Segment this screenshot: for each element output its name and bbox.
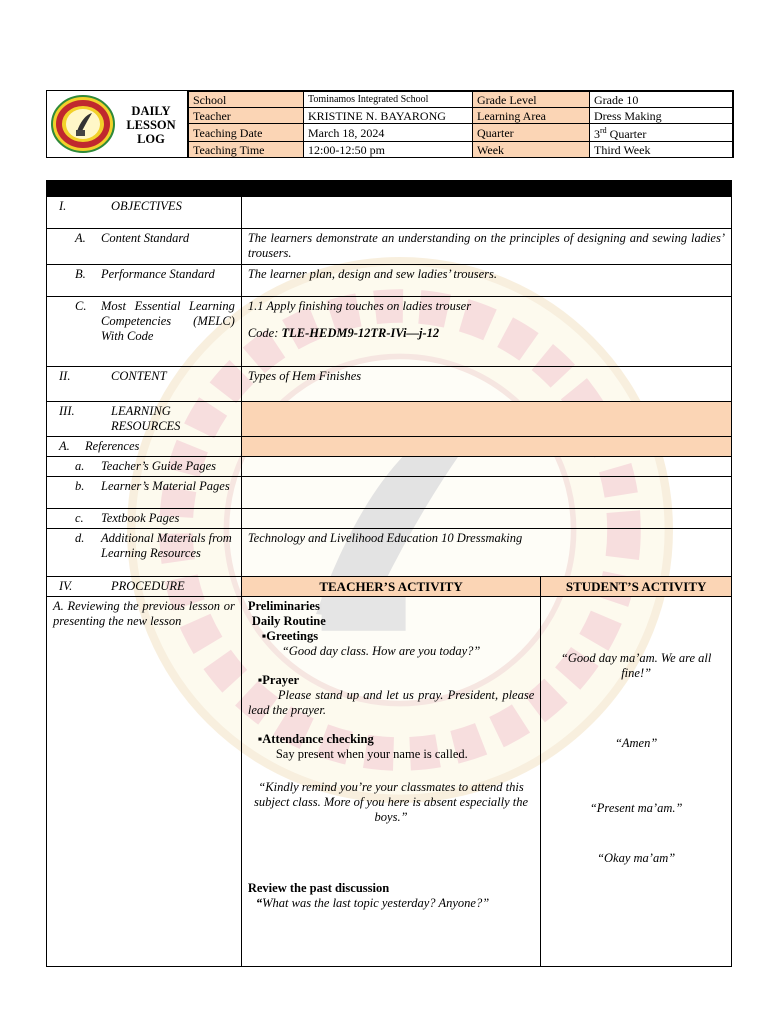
content-heading (47, 367, 242, 402)
attendance-heading (248, 732, 534, 747)
lesson-table (46, 196, 732, 967)
header-row-teacher (189, 108, 733, 124)
learning-resources-num: III. (59, 404, 75, 418)
prayer-label: Prayer (262, 673, 300, 687)
review-open-quote: “ (255, 896, 263, 910)
procedure-num: IV. (59, 579, 73, 593)
greetings-teacher-line: “Good day class. How are you today?” (281, 644, 481, 658)
objectives-label: OBJECTIVES (111, 199, 182, 213)
melc-code: TLE-HEDM9-12TR-IVi—j-12 (281, 326, 440, 340)
student-activity-header: STUDENT’S ACTIVITY (541, 577, 732, 597)
additional-materials-wrap (53, 531, 235, 561)
performance-standard-label (47, 265, 242, 297)
references-row (47, 437, 732, 457)
grade-level-value: Grade 10 (590, 92, 733, 108)
week-value: Third Week (590, 142, 733, 158)
student-activity-cell (541, 597, 732, 967)
objectives-value (241, 197, 731, 229)
objectives-num: I. (59, 199, 67, 213)
melc-code-label: Code: (247, 326, 282, 340)
teacher-activity-header: TEACHER’S ACTIVITY (241, 577, 540, 597)
melc-code-line (248, 326, 725, 341)
daily-lesson-log-title (115, 104, 187, 146)
additional-materials-text: Additional Materials from Learning Resources (101, 531, 232, 560)
attendance-bullet-icon: ▪ (257, 732, 263, 746)
prayer-student-line: “Amen” (614, 736, 658, 750)
learners-material-wrap (53, 479, 235, 494)
learning-area-label: Learning Area (473, 108, 590, 124)
performance-standard-letter: B. (75, 267, 86, 281)
review-question: What was the last topic yesterday? Anyone?” (262, 896, 490, 910)
teachers-guide-letter: a. (75, 459, 85, 473)
learners-material-row (47, 477, 732, 509)
additional-materials-row (47, 529, 732, 577)
melc-value (241, 297, 731, 367)
teaching-date-value: March 18, 2024 (304, 124, 473, 142)
greetings-label: Greetings (266, 629, 319, 643)
prayer-heading (248, 673, 534, 688)
textbook-letter: c. (75, 511, 84, 525)
textbook-text: Textbook Pages (101, 511, 180, 525)
content-standard-value: The learners demonstrate an understanding on the principles of designing and sewing ladies’ trousers. (241, 229, 731, 265)
objectives-heading (47, 197, 242, 229)
school-value: Tominamos Integrated School (304, 92, 473, 108)
melc-competency: 1.1 Apply finishing touches on ladies trouser (247, 299, 472, 313)
content-row (47, 367, 732, 402)
procedure-header-row (47, 577, 732, 597)
performance-standard-row (47, 265, 732, 297)
learning-resources-row (47, 402, 732, 437)
title-line-2: LESSON (126, 118, 176, 132)
additional-materials-label (47, 529, 242, 577)
quarter-label: Quarter (473, 124, 590, 142)
procedure-label: PROCEDURE (111, 579, 185, 593)
teachers-guide-row (47, 457, 732, 477)
learning-resources-heading (47, 402, 242, 437)
learners-material-letter: b. (75, 479, 85, 493)
teachers-guide-label (47, 457, 242, 477)
procedure-heading (47, 577, 242, 597)
quarter-number: 3 (594, 127, 600, 141)
school-label: School (189, 92, 304, 108)
header-row-time (189, 142, 733, 158)
grade-level-label: Grade Level (473, 92, 590, 108)
teaching-time-value: 12:00-12:50 pm (304, 142, 473, 158)
week-label: Week (473, 142, 590, 158)
additional-materials-value: Technology and Livelihood Education 10 Dressmaking (241, 529, 731, 577)
present-student-line: “Present ma’am.” (589, 801, 683, 815)
content-standard-text: Content Standard (101, 231, 190, 245)
teacher-activity-cell (241, 597, 540, 967)
attendance-teacher-line: Say present when your name is called. (275, 747, 468, 761)
header-block (46, 90, 734, 158)
melc-row (47, 297, 732, 367)
additional-materials-letter: d. (75, 531, 85, 545)
references-letter: A. (59, 439, 70, 453)
title-line-3: LOG (137, 132, 165, 146)
teachers-guide-value (241, 457, 731, 477)
okay-student-line: “Okay ma’am” (597, 851, 676, 865)
content-standard-letter: A. (75, 231, 86, 245)
content-standard-row (47, 229, 732, 265)
learning-resources-value (241, 402, 731, 437)
table-black-header-bar (46, 180, 732, 196)
prayer-teacher-line: Please stand up and let us pray. President, please lead the prayer. (247, 688, 535, 717)
teaching-date-label: Teaching Date (189, 124, 304, 142)
melc-letter: C. (75, 299, 87, 313)
performance-standard-text: Performance Standard (101, 267, 215, 281)
greetings-bullet-icon: ▪ (261, 629, 267, 643)
learning-resources-wrap (53, 404, 235, 434)
melc-label-text: Most Essential Learning Competencies (MELC) With Code (101, 299, 235, 343)
daily-routine-label: Daily Routine (251, 614, 326, 628)
quarter-value (590, 124, 733, 142)
review-heading: Review the past discussion (247, 881, 390, 895)
objectives-row (47, 197, 732, 229)
preliminaries-label: Preliminaries (247, 599, 320, 613)
melc-label-wrap (53, 299, 235, 344)
learning-area-value: Dress Making (590, 108, 733, 124)
teacher-value: KRISTINE N. BAYARONG (304, 108, 473, 124)
prayer-bullet-icon: ▪ (257, 673, 263, 687)
attendance-label: Attendance checking (262, 732, 374, 746)
title-line-1: DAILY (131, 104, 171, 118)
greetings-student-line: “Good day ma’am. We are all fine!” (560, 651, 712, 680)
procedure-step-a-row (47, 597, 732, 967)
teacher-label: Teacher (189, 108, 304, 124)
teachers-guide-text: Teacher’s Guide Pages (101, 459, 217, 473)
learners-material-label (47, 477, 242, 509)
school-seal-icon (50, 94, 116, 154)
melc-label (47, 297, 242, 367)
textbook-label (47, 509, 242, 529)
performance-standard-value: The learner plan, design and sew ladies’ trousers. (241, 265, 731, 297)
references-heading (47, 437, 242, 457)
learning-resources-label: LEARNING RESOURCES (111, 404, 181, 433)
content-num: II. (59, 369, 71, 383)
step-a-label: A. Reviewing the previous lesson or presenting the new lesson (47, 597, 242, 967)
header-row-date (189, 124, 733, 142)
learners-material-value (241, 477, 731, 509)
greetings-heading (248, 629, 534, 644)
content-standard-label (47, 229, 242, 265)
teaching-time-label: Teaching Time (189, 142, 304, 158)
header-row-school (189, 92, 733, 108)
header-logo-area (47, 91, 188, 157)
content-label: CONTENT (111, 369, 167, 383)
references-label: References (85, 439, 140, 453)
review-teacher-line (248, 896, 534, 911)
textbook-value (241, 509, 731, 529)
content-value: Types of Hem Finishes (241, 367, 731, 402)
remind-teacher-line: “Kindly remind you’re your classmates to attend this subject class. More of you here is absent especially the boys.” (254, 780, 529, 824)
quarter-suffix: rd (600, 126, 607, 135)
quarter-word: Quarter (606, 127, 647, 141)
learners-material-text: Learner’s Material Pages (101, 479, 230, 493)
references-value (241, 437, 731, 457)
header-info-table (188, 91, 733, 158)
textbook-row (47, 509, 732, 529)
